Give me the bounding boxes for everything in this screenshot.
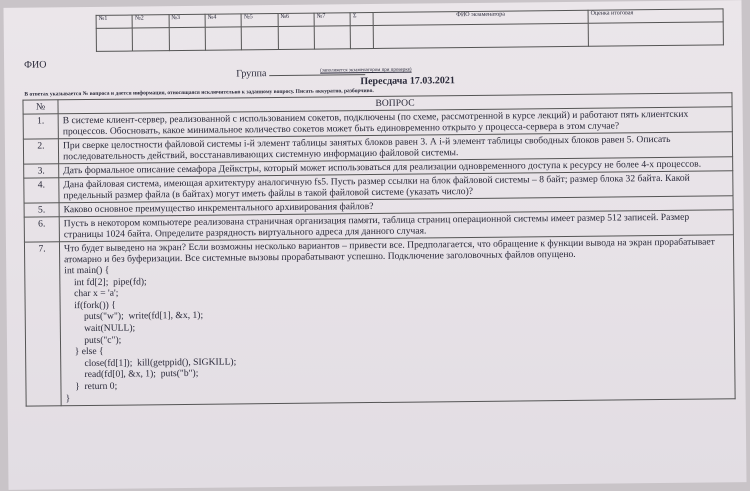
grade-cell-header: Σ	[350, 13, 373, 26]
final-grade-cell	[588, 22, 723, 46]
grade-cell-header: №3	[169, 14, 205, 27]
question-text: Что будет выведено на экран? Если возможны несколько вариантов – привести все. Предполагается, что обращение к функции вывода на экран прорабатывает атомарно и без буферизации. Все системные вызовы прорабатывают успешно. Подключение заголовочных файлов опущено.	[63, 236, 715, 266]
question-number: 1.	[23, 114, 58, 139]
grade-cell	[133, 28, 170, 51]
fill-note: (заполняется экзаменатором при проверке)	[320, 67, 412, 74]
instruction-text: В ответах указывается № вопроса и дается информация, относящаяся исключительно к заданному вопросу. Писать аккуратно, разборчиво.	[24, 88, 374, 98]
grade-cell-header: №7	[314, 13, 350, 26]
num-header: №	[23, 100, 58, 114]
question-text: Каково основное преимущество инкрементального архивирования файлов?	[59, 196, 733, 217]
question-cell	[59, 235, 735, 406]
grade-cell	[278, 26, 315, 49]
grade-cell	[351, 26, 374, 49]
grade-cell-header: №2	[132, 15, 168, 28]
question-number: 2.	[23, 139, 58, 164]
examiners-label: ФИО экзаменатора	[373, 10, 588, 25]
group-line	[269, 74, 365, 76]
examiners-cell	[373, 23, 588, 48]
final-grade-label: Оценка итоговая	[588, 9, 723, 23]
question-text: Дать формальное описание семафора Дейкстры, который может использоваться для реализации одновременного доступа к ресурсу не более 4-х процессов.	[59, 157, 733, 178]
question-number: 6.	[24, 217, 59, 242]
question-row	[24, 235, 735, 407]
code-listing: int main() { int fd[2]; pipe(fd); char x = 'a'; if(fork()) { puts("w"); write(fd[1], &x, 1); wait(NULL); puts("c"); } else { close(fd[1]); kill(getppid(), SIGKILL); read(fd[0], &x, 1); puts("b"); } return 0; }	[64, 264, 237, 404]
question-text: В системе клиент-сервер, реализованной с использованием сокетов, подключены (по схеме, рассмотренной в курсе лекций) и работают пять клиентских процессов. Обосновать, какое минимальное количество сокетов может быть единовременно открыто у процесса-сервера в этом случае?	[58, 107, 732, 139]
question-number: 7.	[24, 242, 61, 406]
questions-table	[22, 92, 735, 407]
grade-cell-header: №1	[96, 15, 132, 28]
question-number: 4.	[24, 178, 59, 203]
grade-cell	[169, 27, 206, 50]
question-number: 3.	[24, 164, 59, 178]
exam-sheet	[3, 0, 746, 490]
group-label: Группа	[236, 68, 267, 80]
question-text: При сверке целостности файловой системы i-й элемент таблицы занятых блоков равен 3. А i-й элемент таблицы свободных блоков равен 5. Описать последовательность действий, восстанавливающих системную информацию файловой системы.	[58, 132, 732, 164]
grade-cell	[242, 27, 279, 50]
question-text: Дана файловая система, имеющая архитектуру аналогичную fs5. Пусть размер ссылки на блок файловой системы – 8 байт; размер блока 32 байта. Какой предельный размер файла (в байтах) могут иметь файлы в такой файловой системе (указать число)?	[59, 171, 733, 203]
grade-cell-header: №5	[241, 14, 277, 27]
grade-cell	[205, 27, 242, 50]
grade-cell-header: №6	[278, 13, 314, 26]
fio-label: ФИО	[24, 59, 47, 71]
question-header: ВОПРОС	[58, 93, 732, 114]
question-number: 5.	[24, 203, 59, 217]
grade-cell-header: №4	[205, 14, 241, 27]
grade-table	[96, 8, 724, 52]
question-text: Пусть в некотором компьютере реализована страничная организация памяти, таблица страниц операционной системы имеет размер 512 записей. Размер страницы 1024 байта. Определите разрядность виртуального адреса для данного случая.	[59, 210, 733, 242]
retake-title: Пересдача 17.03.2021	[360, 75, 455, 88]
grade-cell	[314, 26, 351, 49]
grade-cell	[96, 28, 133, 51]
